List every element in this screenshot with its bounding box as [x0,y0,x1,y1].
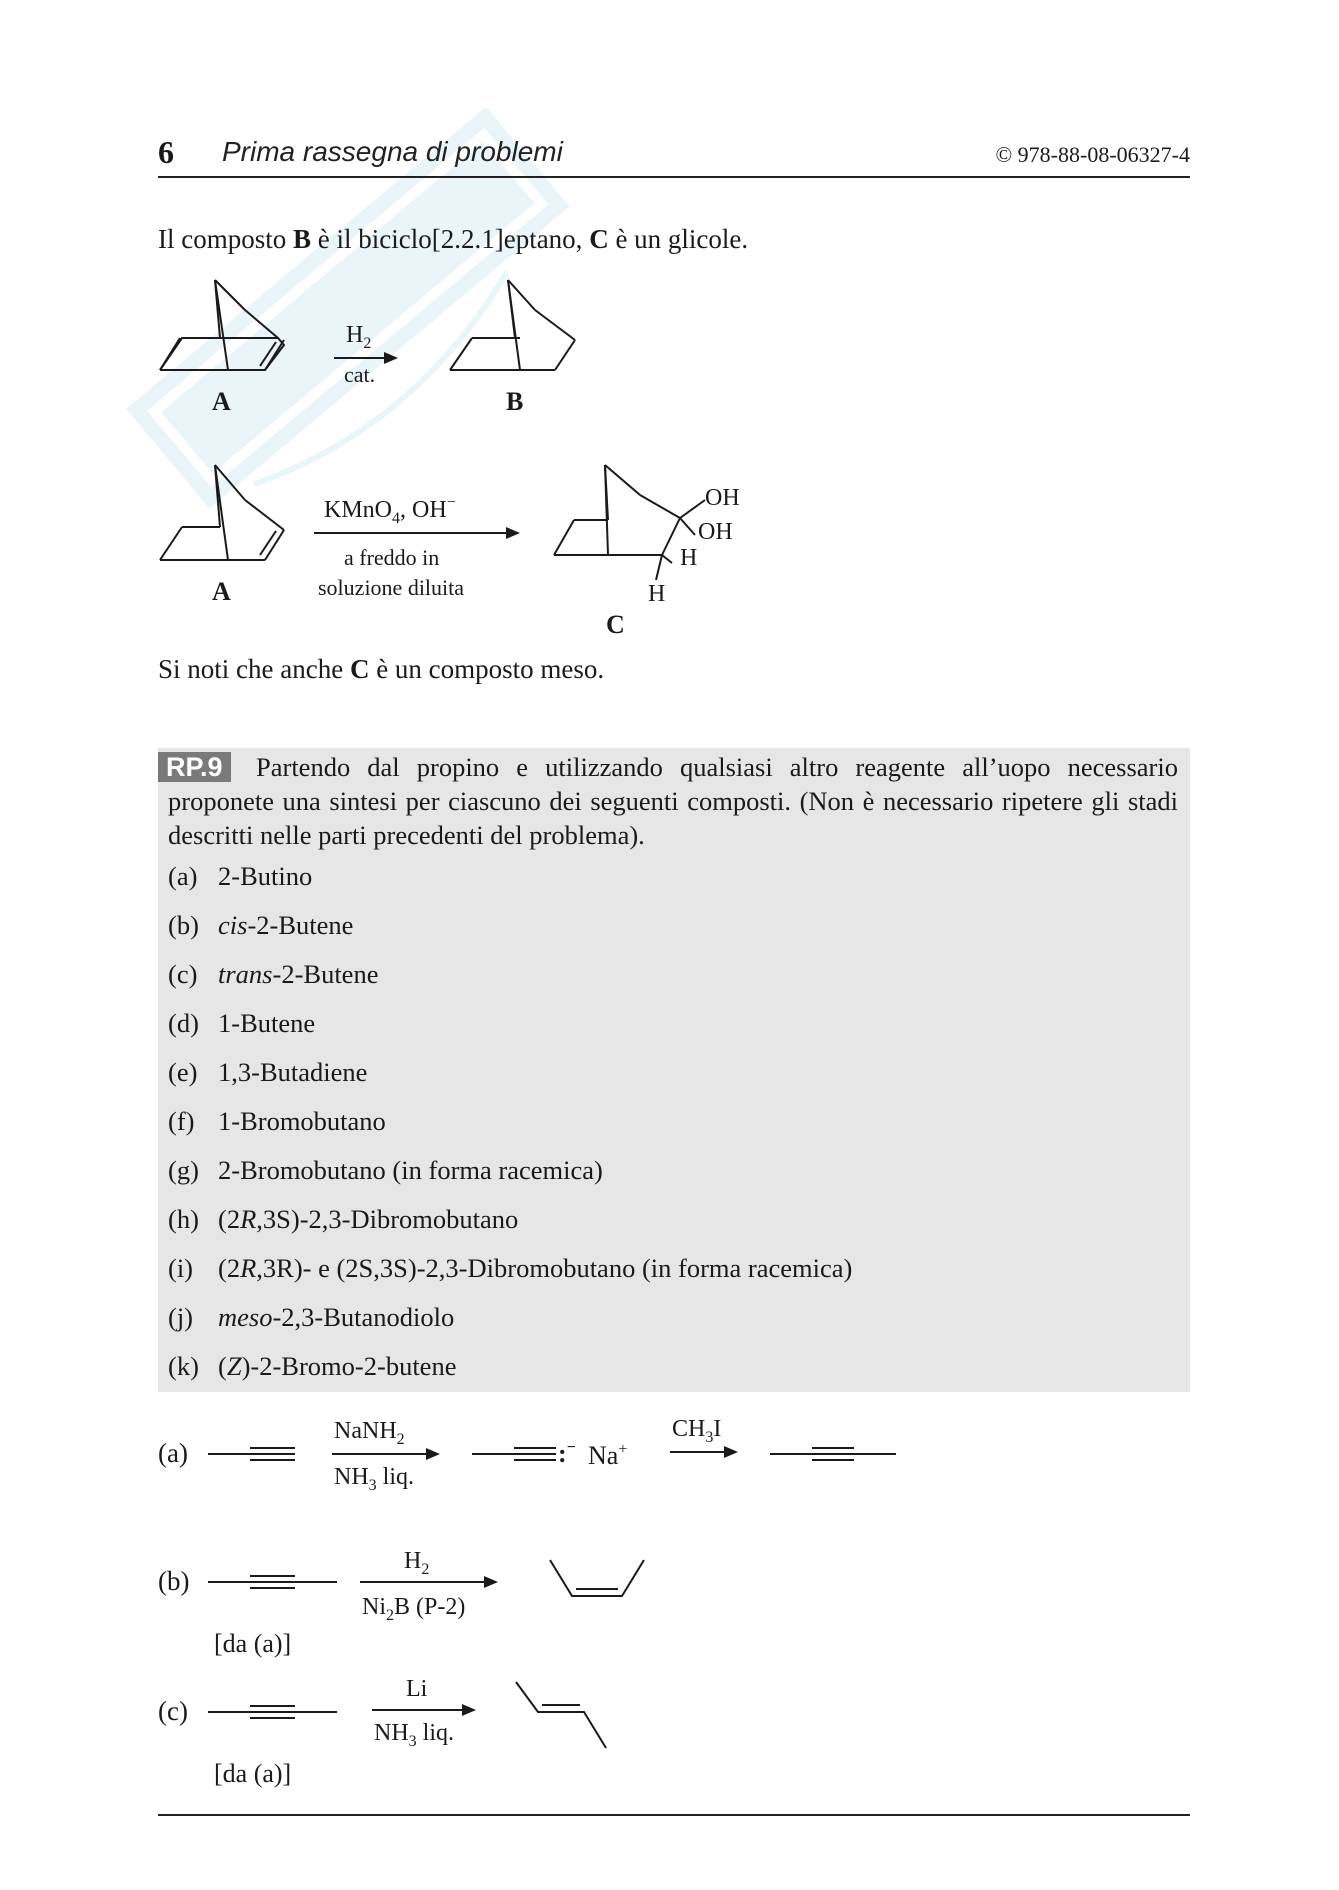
norbornene-structure-a [160,280,284,370]
item-post: ,3S)-2,3-Dibromobutano [256,1204,519,1234]
item-italic: R [240,1253,257,1283]
reagent-ch3i: $CH_3I$ [672,1416,722,1446]
reagent-nh3-a: $NH_3$ liq. [334,1464,415,1494]
oh-group-2: OH [698,519,733,545]
solution-b-label: (b) [158,1566,190,1596]
reagent-dilute: soluzione diluita [318,575,465,600]
arrow-head-2 [506,527,520,539]
item-post: 2-Bromobutano (in forma racemica) [218,1155,603,1185]
item-label: (b) [168,910,199,940]
item-post: )-2-Bromo-2-butene [241,1351,457,1381]
item-label: (g) [168,1155,199,1185]
page-number: 6 [158,134,174,170]
item-italic: trans [218,959,273,989]
isbn: © 978-88-08-06327-4 [995,142,1190,167]
item-label: (d) [168,1008,199,1038]
problem-item [168,1199,852,1248]
butyne-structure-c [208,1706,337,1718]
arrow-b-head [484,1576,498,1588]
arrow-a1-head [426,1448,440,1460]
figure-solutions [150,1400,970,1800]
butyne-structure-a [770,1448,896,1460]
problem-text: Partendo dal propino e utilizzando qualsiasi altro reagente all’uopo necessario proponete una sintesi per ciascuno dei seguenti composti. (Non è necessario ripetere gli stadi descritti nelle parti precedenti del problema). [168,752,1178,850]
meso-note: Si noti che anche C è un composto meso. [158,654,605,684]
footer-rule [158,1814,1190,1816]
butyne-structure-b [208,1576,337,1588]
item-italic: R [240,1204,257,1234]
reagent-li: Li [406,1676,428,1702]
problem-item [168,856,852,905]
solution-c-label: (c) [158,1696,188,1726]
propyne-structure-a [208,1448,295,1460]
problem-item [168,1101,852,1150]
problem-box [158,748,1190,1392]
page-header [158,130,1190,178]
figure-hydrogenation [150,270,600,420]
reagent-nh3-c: $NH_3$ liq. [374,1720,455,1750]
item-post: 1-Butene [218,1008,316,1038]
item-italic: meso [218,1302,273,1332]
intro-paragraph: Il composto B è il biciclo[2.2.1]eptano, C è un glicole. [158,224,749,254]
item-post: 2-Butino [218,861,313,891]
problem-item [168,1052,852,1101]
cis-butene-structure [550,1560,644,1596]
trans-butene-structure [516,1682,606,1748]
acetylide-structure [472,1448,556,1460]
figure-dihydroxylation [150,455,770,645]
item-pre: ( [218,1351,227,1381]
item-label: (e) [168,1057,198,1087]
problem-label: RP.9 [158,752,231,782]
problem-items-list [168,856,852,1395]
label-c: C [606,610,625,639]
item-post: 1-Bromobutano [218,1106,386,1136]
item-pre: (2 [218,1204,241,1234]
reagent-cat: cat. [344,362,376,387]
item-post: ,3R)- e (2S,3S)-2,3-Dibromobutano (in forma racemica) [256,1253,853,1283]
solution-c-source: [da (a)] [214,1759,292,1788]
arrow-c-head [462,1704,476,1716]
reagent-kmno4: KMnO$_4$, OH− [324,494,456,527]
item-post: -2-Butene [247,910,354,940]
item-label: (h) [168,1204,199,1234]
item-label: (i) [168,1253,194,1283]
reagent-h2: $H_2$ [346,322,372,352]
problem-item [168,1150,852,1199]
item-italic: Z [226,1351,242,1381]
running-title: Prima rassegna di problemi [222,136,563,167]
item-pre: (2 [218,1253,241,1283]
arrow-head [384,352,398,364]
problem-item [168,1346,852,1395]
label-a2: A [212,577,231,606]
item-label: (c) [168,959,198,989]
solution-b-source: [da (a)] [214,1629,292,1658]
problem-item [168,1248,852,1297]
label-a: A [212,387,231,416]
norbornene-structure-a2 [160,465,284,560]
problem-item [168,905,852,954]
item-italic: cis [218,910,248,940]
h-atom-2: H [648,581,666,607]
oh-group-1: OH [705,485,740,511]
reagent-cold: a freddo in [344,545,440,570]
item-post: 1,3-Butadiene [218,1057,368,1087]
problem-item [168,1297,852,1346]
item-post: -2,3-Butanodiolo [272,1302,455,1332]
solution-a-label: (a) [158,1438,188,1468]
sodium-cation: Na+ [588,1441,628,1470]
reagent-h2-b: $H_2$ [404,1548,430,1578]
h-atom-1: H [680,545,698,571]
anion-charge: :− [558,1439,576,1468]
norbornane-structure-b [450,280,575,370]
item-label: (k) [168,1351,199,1381]
item-label: (f) [168,1106,195,1136]
arrow-a2-head [724,1446,738,1458]
problem-item [168,1003,852,1052]
label-b: B [506,387,524,416]
reagent-nanh2: NaNH$_2$ [334,1418,405,1448]
problem-item [168,954,852,1003]
reagent-ni2b: $Ni_2B$ (P-2) [362,1594,466,1624]
item-post: -2-Butene [272,959,379,989]
item-label: (a) [168,861,198,891]
item-label: (j) [168,1302,194,1332]
